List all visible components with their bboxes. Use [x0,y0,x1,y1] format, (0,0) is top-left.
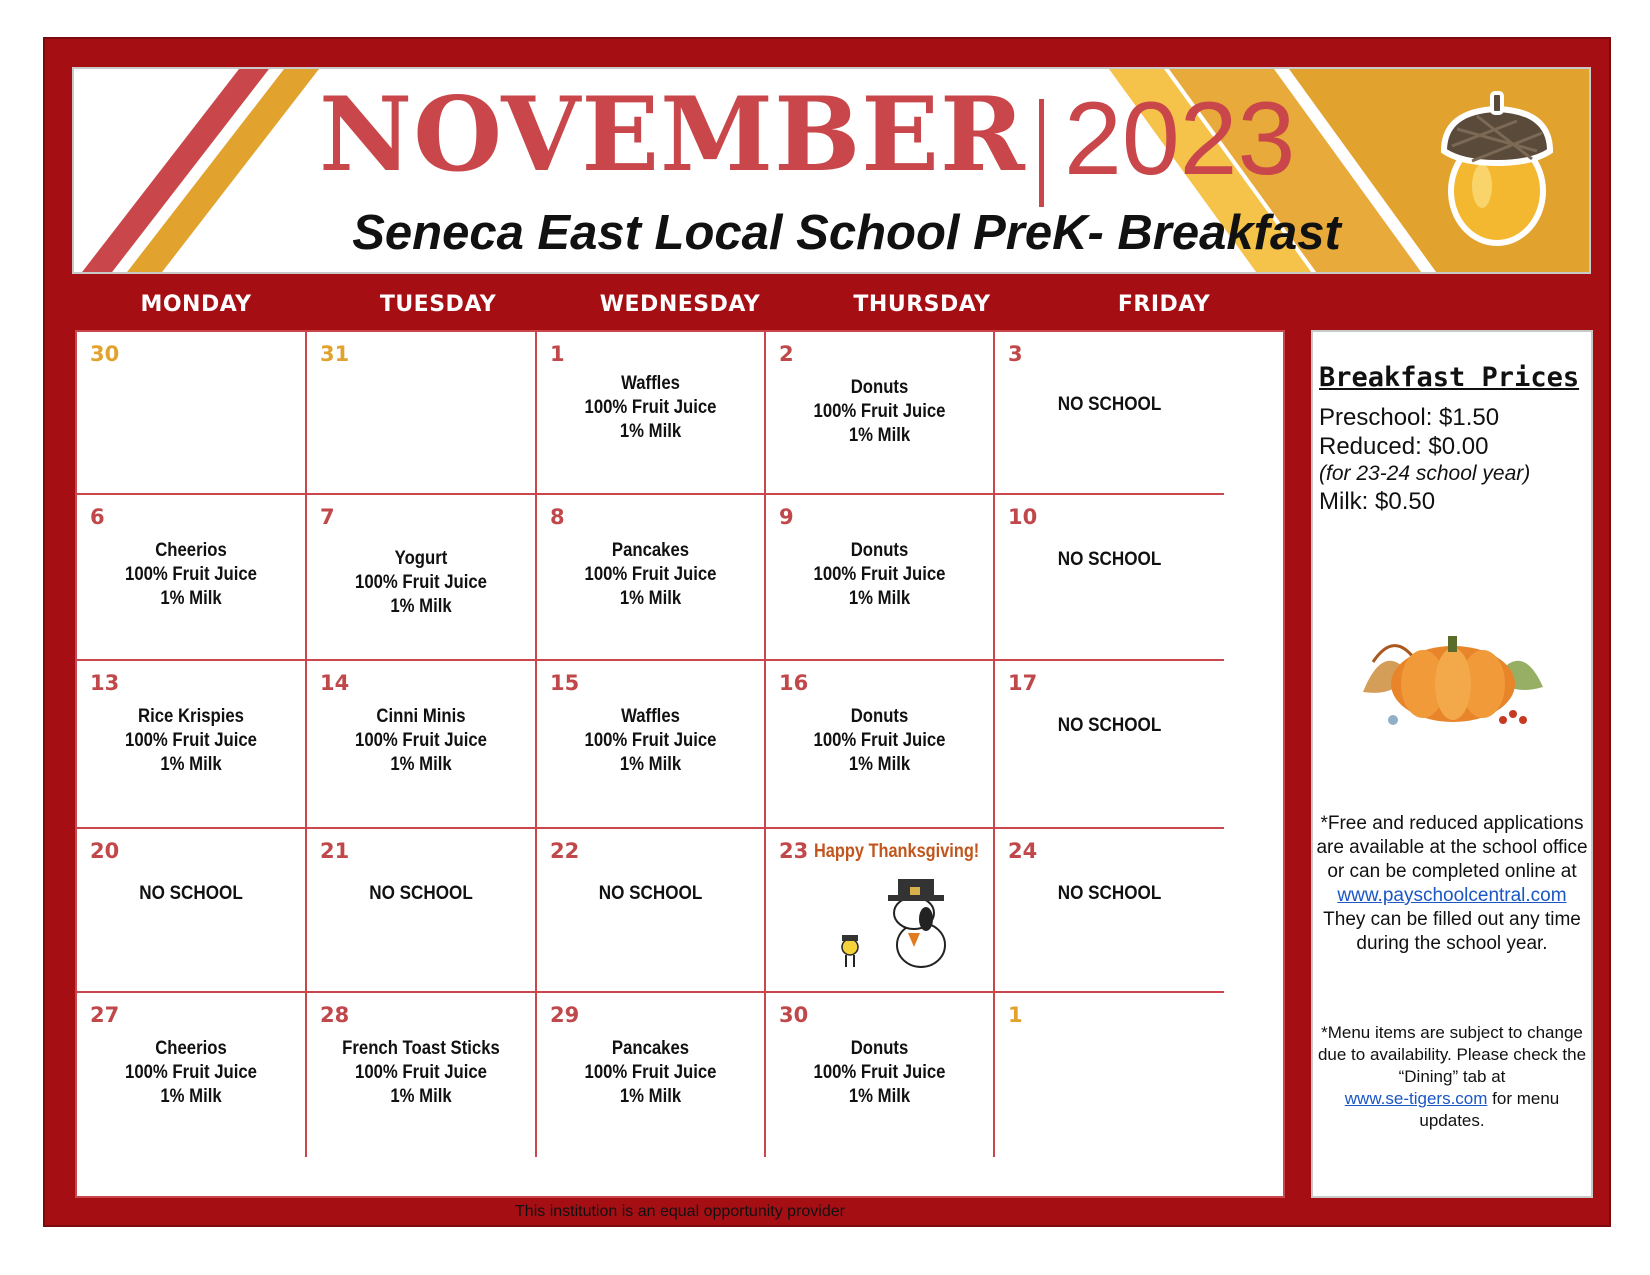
menu-item: 100% Fruit Juice [355,572,487,593]
menu-item: Donuts [850,1038,909,1059]
menu-item: 1% Milk [619,1086,682,1107]
weekday-tuesday: TUESDAY [379,292,497,317]
month-title: NOVEMBER [319,75,1026,195]
menu-item: 1% Milk [619,588,682,609]
menu-items [91,705,292,777]
weekday-wednesday: WEDNESDAY [599,292,761,317]
prices-sidebar [1311,330,1593,1198]
menu-items [91,1037,292,1109]
menu-item: Pancakes [611,1038,690,1059]
calendar-day-cell [537,495,766,661]
calendar-day-cell [995,993,1224,1157]
calendar-day-cell [77,829,307,993]
day-number: 30 [90,342,120,366]
menu-item: 100% Fruit Juice [584,397,717,418]
day-number: 17 [1008,671,1038,695]
day-number: 28 [320,1003,350,1027]
calendar-day-cell [766,332,995,495]
menu-item: 100% Fruit Juice [355,730,487,751]
menu-items [321,547,522,619]
menu-item: 1% Milk [848,1086,911,1107]
menu-item: Donuts [850,540,909,561]
day-number: 15 [550,671,580,695]
calendar-day-cell [307,495,537,661]
calendar-day-cell [995,495,1224,661]
menu-item: 100% Fruit Juice [584,1062,717,1083]
calendar-day-cell [537,829,766,993]
calendar-day-cell [307,332,537,495]
free-reduced-text: *Free and reduced applications are available at the school office or can be completed online at [1316,813,1588,882]
calendar-day-cell [537,661,766,829]
menu-item: 100% Fruit Juice [125,564,257,585]
price-milk: Milk: $0.50 [1319,488,1436,515]
weekday-monday: MONDAY [140,292,252,317]
menu-items [780,1037,980,1109]
menu-items [321,705,522,777]
menu-items [551,539,751,611]
day-number: 16 [779,671,809,695]
calendar-day-cell [995,332,1224,495]
no-school-label: NO SCHOOL [1057,883,1162,904]
calendar-day-cell [77,993,307,1157]
calendar-day-cell [537,332,766,495]
menu-item: 100% Fruit Juice [355,1062,487,1083]
calendar-grid [75,330,1285,1198]
weekday-friday: FRIDAY [1117,292,1211,317]
price-preschool: Preschool: $1.50 [1319,404,1500,431]
calendar-day-cell [537,993,766,1157]
day-number: 10 [1008,505,1038,529]
price-year-note: (for 23-24 school year) [1319,462,1531,485]
menu-item: Rice Krispies [138,706,244,727]
price-reduced: Reduced: $0.00 [1319,433,1489,460]
day-number: 23 [779,839,809,863]
menu-items [91,539,292,611]
menu-item: Waffles [621,706,680,727]
se-tigers-link[interactable]: www.se-tigers.com [1344,1089,1488,1108]
pumpkin-icon [1353,602,1553,732]
menu-item: 100% Fruit Juice [125,730,257,751]
menu-item: Cheerios [155,1038,227,1059]
day-number: 7 [320,505,335,529]
day-number: 1 [550,342,565,366]
title-banner [72,67,1591,274]
calendar-day-cell [307,829,537,993]
footer-note: This institution is an equal opportunity provider [515,1203,845,1220]
menu-item: 1% Milk [619,421,682,442]
payschoolcentral-link[interactable]: www.payschoolcentral.com [1337,885,1567,906]
day-number: 20 [90,839,120,863]
day-number: 13 [90,671,120,695]
menu-item: Pancakes [611,540,690,561]
day-number: 1 [1008,1003,1023,1027]
menu-items [321,1037,522,1109]
menu-item: Waffles [621,373,680,394]
no-school-label: NO SCHOOL [598,883,703,904]
page-subtitle: Seneca East Local School PreK- Breakfast [352,206,1341,260]
menu-item: 100% Fruit Juice [813,1062,946,1083]
day-number: 2 [779,342,794,366]
day-number: 29 [550,1003,580,1027]
menu-item: Donuts [850,377,909,398]
no-school-label: NO SCHOOL [1057,394,1162,415]
no-school-label: NO SCHOOL [1057,549,1162,570]
menu-item: 100% Fruit Juice [584,564,717,585]
calendar-day-cell [307,661,537,829]
no-school-label: NO SCHOOL [1057,715,1162,736]
menu-item: 100% Fruit Juice [813,401,946,422]
acorn-icon [1432,91,1562,251]
calendar-day-cell [77,332,307,495]
menu-item: Cheerios [155,540,227,561]
day-number: 9 [779,505,794,529]
free-reduced-text-2: They can be filled out any time during the school year. [1323,909,1581,954]
menu-item: 1% Milk [160,588,222,609]
day-number: 30 [779,1003,809,1027]
menu-item: 1% Milk [848,425,911,446]
day-number: 8 [550,505,565,529]
day-number: 22 [550,839,580,863]
menu-item: Yogurt [394,548,448,569]
menu-items [551,1037,751,1109]
calendar-day-cell [766,829,995,993]
year-title: 2023 [1064,81,1296,197]
menu-item: 100% Fruit Juice [813,564,946,585]
menu-items [551,705,751,777]
calendar-day-cell [766,495,995,661]
calendar-day-cell [766,993,995,1157]
title-divider [1039,99,1044,207]
calendar-day-cell [766,661,995,829]
menu-item: 1% Milk [390,754,452,775]
menu-availability-note [1313,1022,1591,1132]
prices-title: Breakfast Prices [1319,362,1580,393]
day-number: 31 [320,342,350,366]
weekday-thursday: THURSDAY [853,292,991,317]
holiday-label: Happy Thanksgiving! [814,841,980,862]
menu-item: 1% Milk [848,588,911,609]
menu-note-text-2: for menu updates. [1419,1089,1560,1130]
calendar-day-cell [995,829,1224,993]
day-number: 6 [90,505,105,529]
calendar-day-cell [77,495,307,661]
menu-items [780,376,980,448]
day-number: 14 [320,671,350,695]
day-number: 3 [1008,342,1023,366]
day-number: 27 [90,1003,120,1027]
menu-item: 1% Milk [619,754,682,775]
menu-item: 100% Fruit Juice [584,730,717,751]
menu-item: French Toast Sticks [342,1038,500,1059]
menu-items [551,372,751,444]
menu-items [780,539,980,611]
menu-item: 1% Milk [160,754,222,775]
menu-item: Cinni Minis [376,706,466,727]
free-reduced-note [1313,812,1591,956]
menu-note-text: *Menu items are subject to change due to availability. Please check the “Dining” tab at [1317,1023,1587,1086]
day-number: 24 [1008,839,1038,863]
menu-item: 100% Fruit Juice [125,1062,257,1083]
no-school-label: NO SCHOOL [369,883,473,904]
calendar-day-cell [77,661,307,829]
menu-item: 1% Milk [160,1086,222,1107]
no-school-label: NO SCHOOL [139,883,243,904]
menu-item: 1% Milk [390,1086,452,1107]
day-number: 21 [320,839,350,863]
menu-item: 1% Milk [848,754,911,775]
menu-item: 100% Fruit Juice [813,730,946,751]
pilgrim-snoopy-icon [826,873,966,973]
calendar-day-cell [995,661,1224,829]
calendar-day-cell [307,993,537,1157]
weekday-header [75,285,1285,325]
menu-item: 1% Milk [390,596,452,617]
menu-item: Donuts [850,706,909,727]
menu-items [780,705,980,777]
